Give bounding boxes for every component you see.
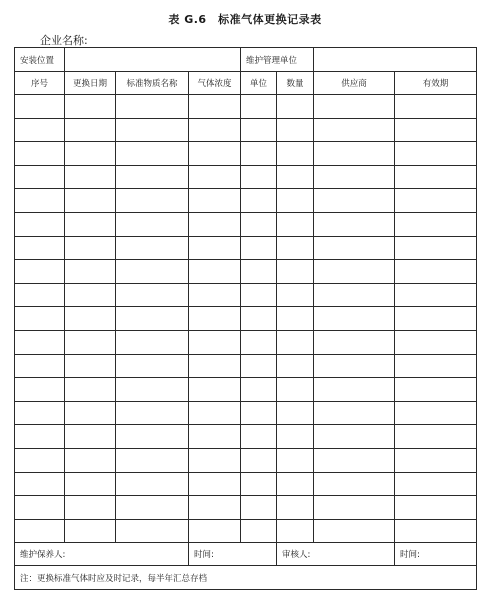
table-cell[interactable] [189, 425, 241, 449]
table-cell[interactable] [15, 378, 65, 402]
table-cell[interactable] [314, 472, 395, 496]
maintenance-unit-label: 维护管理单位 [241, 48, 314, 72]
table-cell[interactable] [65, 378, 116, 402]
table-cell[interactable] [241, 142, 277, 166]
table-cell[interactable] [65, 283, 116, 307]
table-row [15, 165, 477, 189]
table-cell[interactable] [116, 401, 189, 425]
table-cell[interactable] [15, 425, 65, 449]
table-cell[interactable] [277, 448, 314, 472]
table-cell[interactable] [189, 283, 241, 307]
table-cell[interactable] [277, 260, 314, 284]
table-cell[interactable] [314, 519, 395, 543]
table-row [15, 307, 477, 331]
table-cell[interactable] [314, 354, 395, 378]
maintainer-label: 维护保养人: [15, 543, 189, 566]
table-cell[interactable] [241, 212, 277, 236]
table-cell[interactable] [116, 425, 189, 449]
table-row [15, 236, 477, 260]
table-cell[interactable] [395, 189, 477, 213]
note-row [15, 566, 477, 590]
table-cell[interactable] [189, 142, 241, 166]
table-cell[interactable] [241, 189, 277, 213]
table-cell[interactable] [395, 425, 477, 449]
table-cell[interactable] [241, 354, 277, 378]
table-cell[interactable] [189, 378, 241, 402]
install-location-label: 安装位置 [15, 48, 65, 72]
column-header: 单位 [241, 72, 277, 95]
table-cell[interactable] [65, 212, 116, 236]
table-cell[interactable] [116, 236, 189, 260]
table-cell[interactable] [116, 448, 189, 472]
table-cell[interactable] [65, 496, 116, 520]
table-cell[interactable] [314, 330, 395, 354]
table-cell[interactable] [277, 189, 314, 213]
table-cell[interactable] [15, 519, 65, 543]
table-cell[interactable] [314, 448, 395, 472]
table-cell[interactable] [241, 472, 277, 496]
table-cell[interactable] [395, 330, 477, 354]
table-cell[interactable] [395, 212, 477, 236]
column-header: 序号 [15, 72, 65, 95]
table-cell[interactable] [189, 354, 241, 378]
table-cell[interactable] [15, 189, 65, 213]
column-header: 有效期 [395, 72, 477, 95]
table-cell[interactable] [277, 165, 314, 189]
table-cell[interactable] [15, 354, 65, 378]
table-cell[interactable] [189, 165, 241, 189]
table-cell[interactable] [277, 330, 314, 354]
table-cell[interactable] [65, 165, 116, 189]
table-cell[interactable] [395, 95, 477, 119]
table-cell[interactable] [241, 448, 277, 472]
table-cell[interactable] [65, 236, 116, 260]
table-cell[interactable] [241, 330, 277, 354]
table-row [15, 142, 477, 166]
table-cell[interactable] [277, 95, 314, 119]
column-header: 数量 [277, 72, 314, 95]
table-cell[interactable] [116, 307, 189, 331]
table-cell[interactable] [277, 472, 314, 496]
table-row [15, 95, 477, 119]
table-cell[interactable] [116, 354, 189, 378]
table-cell[interactable] [189, 307, 241, 331]
table-row [15, 425, 477, 449]
table-cell[interactable] [241, 236, 277, 260]
table-cell[interactable] [65, 330, 116, 354]
table-cell[interactable] [189, 496, 241, 520]
table-row [15, 189, 477, 213]
table-cell[interactable] [65, 189, 116, 213]
table-cell[interactable] [395, 165, 477, 189]
table-cell[interactable] [241, 118, 277, 142]
table-row [15, 283, 477, 307]
document-title: 表 G.6 标准气体更换记录表 [168, 13, 322, 26]
table-cell[interactable] [241, 165, 277, 189]
table-cell[interactable] [15, 142, 65, 166]
table-cell[interactable] [116, 142, 189, 166]
table-cell[interactable] [116, 189, 189, 213]
table-cell[interactable] [15, 472, 65, 496]
table-cell[interactable] [395, 401, 477, 425]
table-cell[interactable] [395, 354, 477, 378]
replacement-record-table [14, 47, 477, 590]
table-cell[interactable] [116, 472, 189, 496]
table-cell[interactable] [395, 142, 477, 166]
table-cell[interactable] [314, 401, 395, 425]
table-cell[interactable] [15, 330, 65, 354]
table-cell[interactable] [15, 212, 65, 236]
company-name-label: 企业名称: [40, 34, 88, 47]
table-cell[interactable] [15, 95, 65, 119]
table-row [15, 330, 477, 354]
maintenance-unit-value[interactable] [314, 48, 477, 72]
table-cell[interactable] [314, 378, 395, 402]
table-cell[interactable] [15, 307, 65, 331]
info-row [15, 48, 477, 72]
table-cell[interactable] [395, 236, 477, 260]
table-cell[interactable] [189, 330, 241, 354]
table-cell[interactable] [314, 165, 395, 189]
table-row [15, 354, 477, 378]
table-cell[interactable] [241, 425, 277, 449]
table-cell[interactable] [189, 401, 241, 425]
table-cell[interactable] [277, 425, 314, 449]
table-row [15, 260, 477, 284]
table-cell[interactable] [116, 260, 189, 284]
table-cell[interactable] [277, 142, 314, 166]
table-row [15, 448, 477, 472]
table-cell[interactable] [65, 448, 116, 472]
table-row [15, 212, 477, 236]
table-cell[interactable] [15, 260, 65, 284]
column-header: 供应商 [314, 72, 395, 95]
table-cell[interactable] [241, 378, 277, 402]
table-cell[interactable] [395, 283, 477, 307]
table-cell[interactable] [189, 236, 241, 260]
table-cell[interactable] [314, 236, 395, 260]
table-cell[interactable] [241, 401, 277, 425]
table-cell[interactable] [116, 330, 189, 354]
table-cell[interactable] [277, 212, 314, 236]
table-cell[interactable] [277, 354, 314, 378]
header-row [15, 72, 477, 95]
column-header: 气体浓度 [189, 72, 241, 95]
table-cell[interactable] [65, 95, 116, 119]
table-cell[interactable] [395, 307, 477, 331]
table-cell[interactable] [241, 496, 277, 520]
table-cell[interactable] [15, 401, 65, 425]
table-cell[interactable] [241, 307, 277, 331]
table-cell[interactable] [65, 118, 116, 142]
table-cell[interactable] [277, 496, 314, 520]
column-header: 更换日期 [65, 72, 116, 95]
table-cell[interactable] [395, 260, 477, 284]
reviewer-label: 审核人: [277, 543, 395, 566]
table-cell[interactable] [277, 378, 314, 402]
table-cell[interactable] [314, 425, 395, 449]
table-cell[interactable] [116, 95, 189, 119]
table-cell[interactable] [395, 496, 477, 520]
table-cell[interactable] [189, 448, 241, 472]
table-cell[interactable] [65, 260, 116, 284]
data-rows [15, 95, 477, 543]
table-cell[interactable] [314, 142, 395, 166]
time-label-1: 时间: [189, 543, 277, 566]
table-cell[interactable] [65, 519, 116, 543]
table-cell[interactable] [314, 95, 395, 119]
table-row [15, 472, 477, 496]
table-cell[interactable] [277, 307, 314, 331]
table-cell[interactable] [15, 283, 65, 307]
table-cell[interactable] [65, 401, 116, 425]
table-cell[interactable] [241, 95, 277, 119]
table-cell[interactable] [116, 212, 189, 236]
column-header: 标准物质名称 [116, 72, 189, 95]
table-cell[interactable] [314, 307, 395, 331]
table-cell[interactable] [189, 189, 241, 213]
footnote: 注：更换标准气体时应及时记录，每半年汇总存档 [15, 566, 477, 590]
table-row [15, 118, 477, 142]
table-cell[interactable] [314, 118, 395, 142]
table-cell[interactable] [189, 519, 241, 543]
table-cell[interactable] [15, 236, 65, 260]
table-cell[interactable] [116, 118, 189, 142]
table-cell[interactable] [65, 425, 116, 449]
table-cell[interactable] [116, 283, 189, 307]
table-cell[interactable] [65, 354, 116, 378]
table-cell[interactable] [15, 118, 65, 142]
table-cell[interactable] [15, 448, 65, 472]
table-cell[interactable] [277, 283, 314, 307]
table-cell[interactable] [65, 142, 116, 166]
table-cell[interactable] [15, 165, 65, 189]
table-cell[interactable] [65, 307, 116, 331]
table-cell[interactable] [314, 212, 395, 236]
table-cell[interactable] [277, 401, 314, 425]
table-cell[interactable] [189, 95, 241, 119]
table-cell[interactable] [116, 519, 189, 543]
table-cell[interactable] [395, 118, 477, 142]
table-row [15, 378, 477, 402]
table-cell[interactable] [116, 496, 189, 520]
table-cell[interactable] [395, 378, 477, 402]
table-row [15, 401, 477, 425]
table-row [15, 519, 477, 543]
table-cell[interactable] [241, 519, 277, 543]
table-cell[interactable] [241, 260, 277, 284]
table-cell[interactable] [189, 118, 241, 142]
table-cell[interactable] [277, 118, 314, 142]
table-cell[interactable] [277, 236, 314, 260]
table-cell[interactable] [65, 472, 116, 496]
table-cell[interactable] [314, 283, 395, 307]
table-cell[interactable] [395, 448, 477, 472]
table-cell[interactable] [241, 283, 277, 307]
table-cell[interactable] [15, 496, 65, 520]
table-cell[interactable] [116, 378, 189, 402]
table-cell[interactable] [314, 260, 395, 284]
table-cell[interactable] [314, 496, 395, 520]
table-cell[interactable] [314, 189, 395, 213]
table-cell[interactable] [189, 472, 241, 496]
table-row [15, 496, 477, 520]
table-cell[interactable] [395, 519, 477, 543]
time-label-2: 时间: [395, 543, 477, 566]
signature-row [15, 543, 477, 566]
table-cell[interactable] [189, 212, 241, 236]
table-cell[interactable] [277, 519, 314, 543]
install-location-value[interactable] [65, 48, 241, 72]
table-cell[interactable] [395, 472, 477, 496]
table-cell[interactable] [116, 165, 189, 189]
table-cell[interactable] [189, 260, 241, 284]
